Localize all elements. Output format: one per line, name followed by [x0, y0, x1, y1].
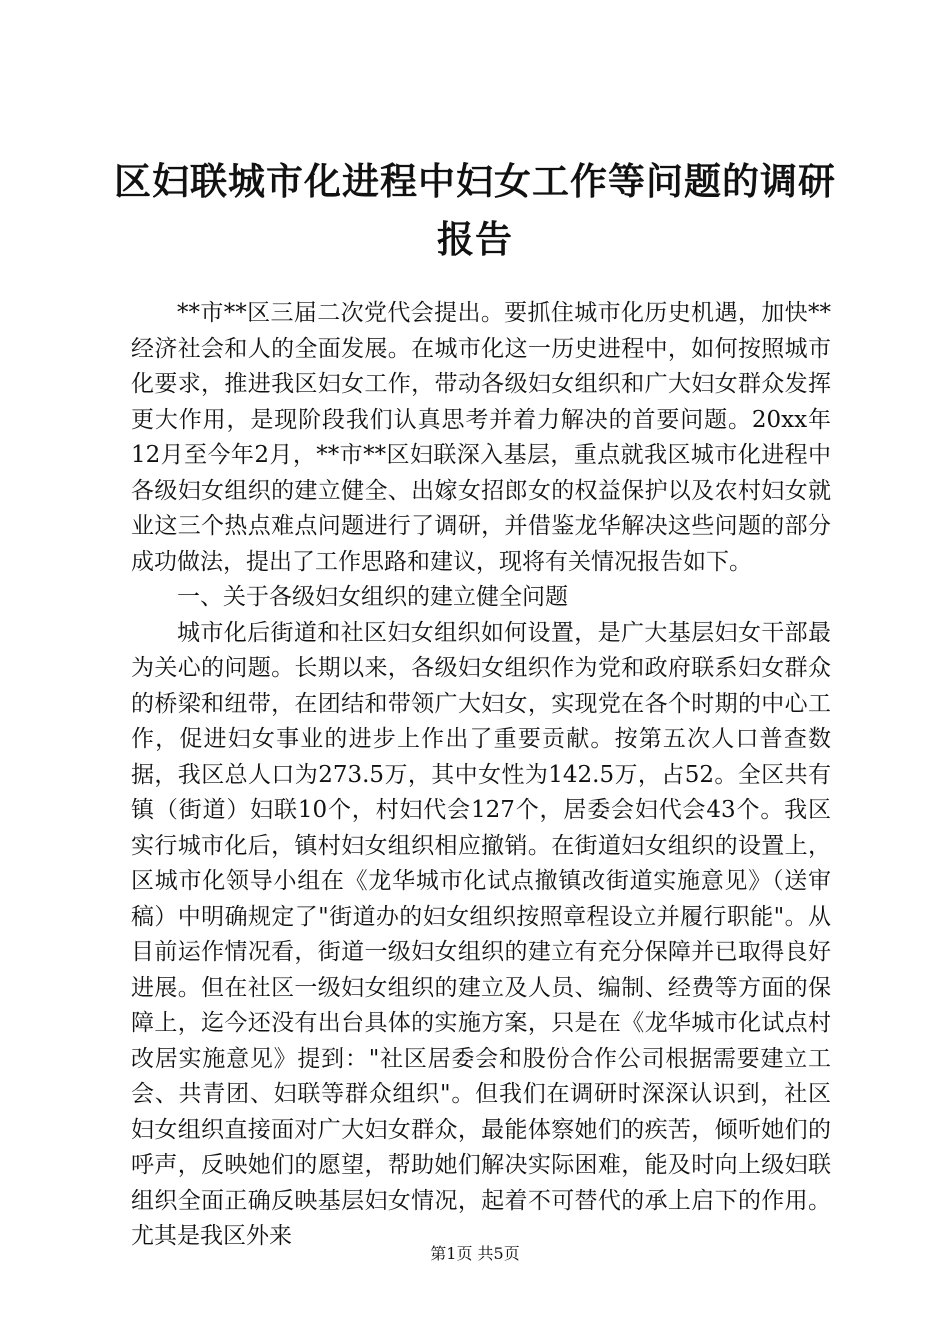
intro-paragraph: **市**区三届二次党代会提出。要抓住城市化历史机遇，加快**经济社会和人的全面发展。在城市化这一历史进程中，如何按照城市化要求，推进我区妇女工作，带动各级妇女组织和广大妇女群众发挥更大作用，是现阶段我们认真思考并着力解决的首要问题。20xx年12月至今年2月，**市**区妇联深入基层，重点就我区城市化进程中各级妇女组织的建立健全、出嫁女招郎女的权益保护以及农村妇女就业这三个热点难点问题进行了调研，并借鉴龙华解决这些问题的部分成功做法，提出了工作思路和建议，现将有关情况报告如下。: [131, 300, 831, 575]
document-title: 区妇联城市化进程中妇女工作等问题的调研报告: [114, 159, 836, 261]
document-body: [131, 296, 831, 1255]
page-footer: 第1页 共5页: [430, 1244, 520, 1263]
body-paragraph: 城市化后街道和社区妇女组织如何设置，是广大基层妇女干部最为关心的问题。长期以来，各级妇女组织作为党和政府联系妇女群众的桥梁和纽带，在团结和带领广大妇女，实现党在各个时期的中心工作，促进妇女事业的进步上作出了重要贡献。按第五次人口普查数据，我区总人口为273.5万，其中女性为142.5万，占52。全区共有镇（街道）妇联10个，村妇代会127个，居委会妇代会43个。我区实行城市化后，镇村妇女组织相应撤销。在街道妇女组织的设置上，区城市化领导小组在《龙华城市化试点撤镇改街道实施意见》（送审稿）中明确规定了"街道办的妇女组织按照章程设立并履行职能"。从目前运作情况看，街道一级妇女组织的建立有充分保障并已取得良好进展。但在社区一级妇女组织的建立及人员、编制、经费等方面的保障上，迄今还没有出台具体的实施方案，只是在《龙华城市化试点村改居实施意见》提到："社区居委会和股份合作公司根据需要建立工会、共青团、妇联等群众组织"。但我们在调研时深深认识到，社区妇女组织直接面对广大妇女群众，最能体察她们的疾苦，倾听她们的呼声，反映她们的愿望，帮助她们解决实际困难，能及时向上级妇联组织全面正确反映基层妇女情况，起着不可替代的承上启下的作用。尤其是我区外来: [131, 619, 831, 1249]
section-heading: 一、关于各级妇女组织的建立健全问题: [177, 584, 568, 610]
